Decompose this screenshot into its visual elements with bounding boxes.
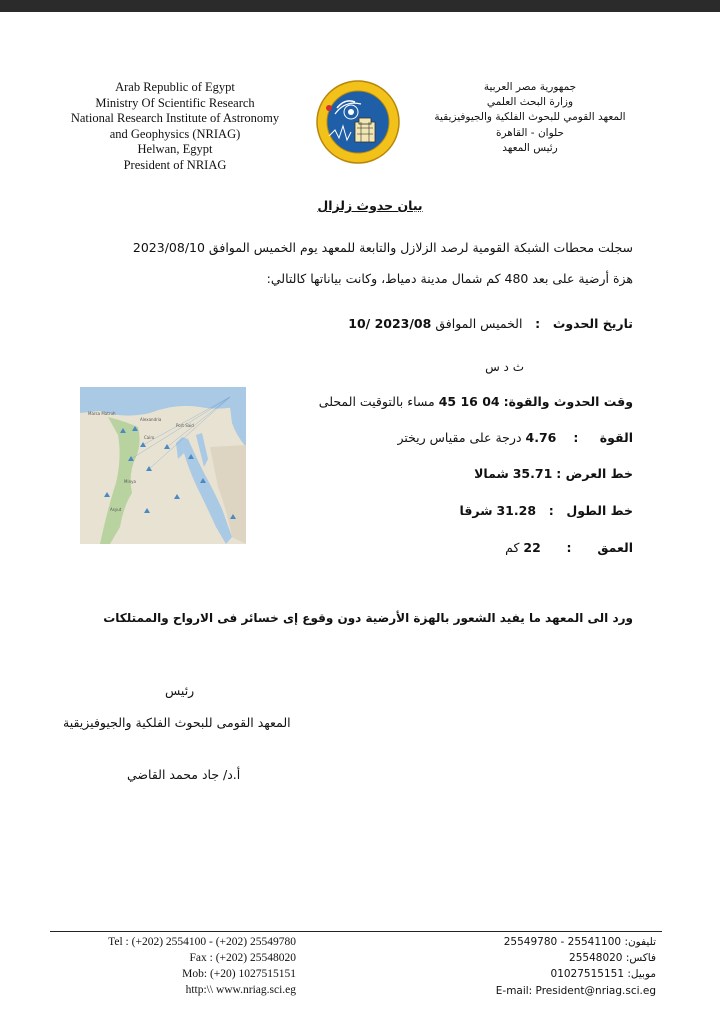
footer-ar-tel-label: تليفون: (624, 936, 656, 948)
latitude-value: 35.71 (512, 466, 553, 481)
header-ar-line: رئيس المعهد (502, 141, 558, 154)
footer-tel: Tel : (+202) 2554100 - (+202) 25549780 (108, 936, 296, 948)
magnitude-row: القوة : 4.76 درجة على مقياس ريختر (397, 430, 633, 445)
longitude-unit: شرقا (459, 503, 493, 518)
signature-name: أ.د/ جاد محمد القاضي (127, 767, 241, 782)
header-en-line: Arab Republic of Egypt (115, 80, 235, 94)
footer-ar-tel-value: 25549780 - 25541100 (503, 936, 622, 948)
window-top-bar (0, 0, 720, 12)
header-ar-line: المعهد القومي للبحوث الفلكية والجيوفيزيقية (434, 111, 626, 124)
magnitude-value: 4.76 (525, 430, 557, 445)
intro-line-2: هزة أرضية على بعد 480 كم شمال مدينة دمياط، وكانت بياناتها كالتالي: (266, 271, 633, 286)
footer-arabic (470, 934, 656, 999)
depth-unit: كم (505, 540, 520, 555)
header-en-line: Ministry Of Scientific Research (95, 95, 255, 110)
signature-role: رئيس (165, 683, 195, 698)
header-ar-line: حلوان - القاهرة (496, 126, 564, 139)
intro-line-1: سجلت محطات الشبكة القومية لرصد الزلازل والتابعة للمعهد يوم الخميس الموافق 2023/08/10 (132, 240, 633, 255)
svg-text:Marsa Matruh: Marsa Matruh (88, 411, 116, 416)
footer-ar-tel (470, 934, 656, 950)
footer-website-link[interactable]: http:\\ www.nriag.sci.eg (185, 984, 296, 996)
depth-label: العمق (597, 540, 633, 555)
footer-ar-mob-value: 01027515151 (550, 968, 625, 981)
date-label: تاريخ الحدوث (552, 316, 633, 331)
header-ar-line: وزارة البحث العلمي (486, 96, 574, 109)
header-en-line: President of NRIAG (123, 157, 227, 172)
latitude-row (474, 466, 633, 481)
footer-ar-fax-value: 25548020 (569, 952, 623, 965)
footer-mob: Mob: (+20) 1027515151 (182, 968, 296, 980)
svg-text:Minya: Minya (124, 479, 136, 484)
nriag-logo-icon (315, 78, 401, 170)
footer-ar-fax (470, 950, 656, 966)
latitude-unit: شمالا (474, 466, 509, 481)
footer-ar-fax-label: فاكس: (625, 952, 656, 965)
footer-ar-mob (470, 966, 656, 982)
longitude-row: خط الطول : 31.28 شرقا (459, 503, 633, 518)
latitude-label: خط العرض : (556, 466, 633, 481)
header-english (40, 80, 310, 173)
date-value: 10/ 2023/08 (348, 316, 432, 331)
time-suffix: مساء بالتوقيت المحلى (318, 394, 435, 409)
magnitude-unit: درجة على مقياس ريختر (397, 430, 522, 445)
document-title: بيان حدوث زلزال (317, 198, 423, 213)
longitude-label: خط الطول (566, 503, 633, 518)
depth-row: العمق : 22 كم (505, 540, 633, 555)
svg-text:Alexandria: Alexandria (140, 417, 162, 422)
header-en-line: and Geophysics (NRIAG) (109, 126, 241, 141)
date-row: تاريخ الحدوث : الخميس الموافق 10/ 2023/08 (348, 316, 633, 331)
date-day: الخميس الموافق (435, 316, 523, 331)
depth-value: 22 (523, 540, 541, 555)
closing-statement: ورد الى المعهد ما يفيد الشعور بالهزة الأرضية دون وقوع إى خسائر فى الارواح والممتلكات (103, 611, 633, 625)
signature-institute: المعهد القومى للبحوث الفلكية والجيوفيزيقية (63, 715, 291, 730)
svg-text:Asyut: Asyut (110, 507, 122, 512)
footer-divider (50, 931, 662, 932)
footer-english (60, 934, 296, 998)
header-en-line: National Research Institute of Astronomy (70, 111, 280, 125)
svg-text:Cairo: Cairo (144, 435, 155, 440)
header-ar-line: جمهورية مصر العربية (483, 81, 577, 93)
svg-text:Port Said: Port Said (176, 423, 194, 428)
footer-email-link[interactable]: E-mail: President@nriag.sci.eg (495, 984, 656, 997)
footer-fax: Fax : (+202) 25548020 (189, 952, 296, 964)
time-row (319, 394, 633, 409)
longitude-value: 31.28 (496, 503, 537, 518)
epicenter-map-image (80, 387, 246, 544)
time-label: وقت الحدوث والقوة: (503, 394, 633, 409)
footer-ar-mob-label: موبيل: (627, 968, 656, 981)
header-arabic (430, 80, 630, 156)
time-units: ث د س (485, 360, 524, 374)
header-en-line: Helwan, Egypt (137, 142, 213, 156)
time-value: 45 16 04 (438, 394, 500, 409)
magnitude-label: القوة (599, 430, 633, 445)
